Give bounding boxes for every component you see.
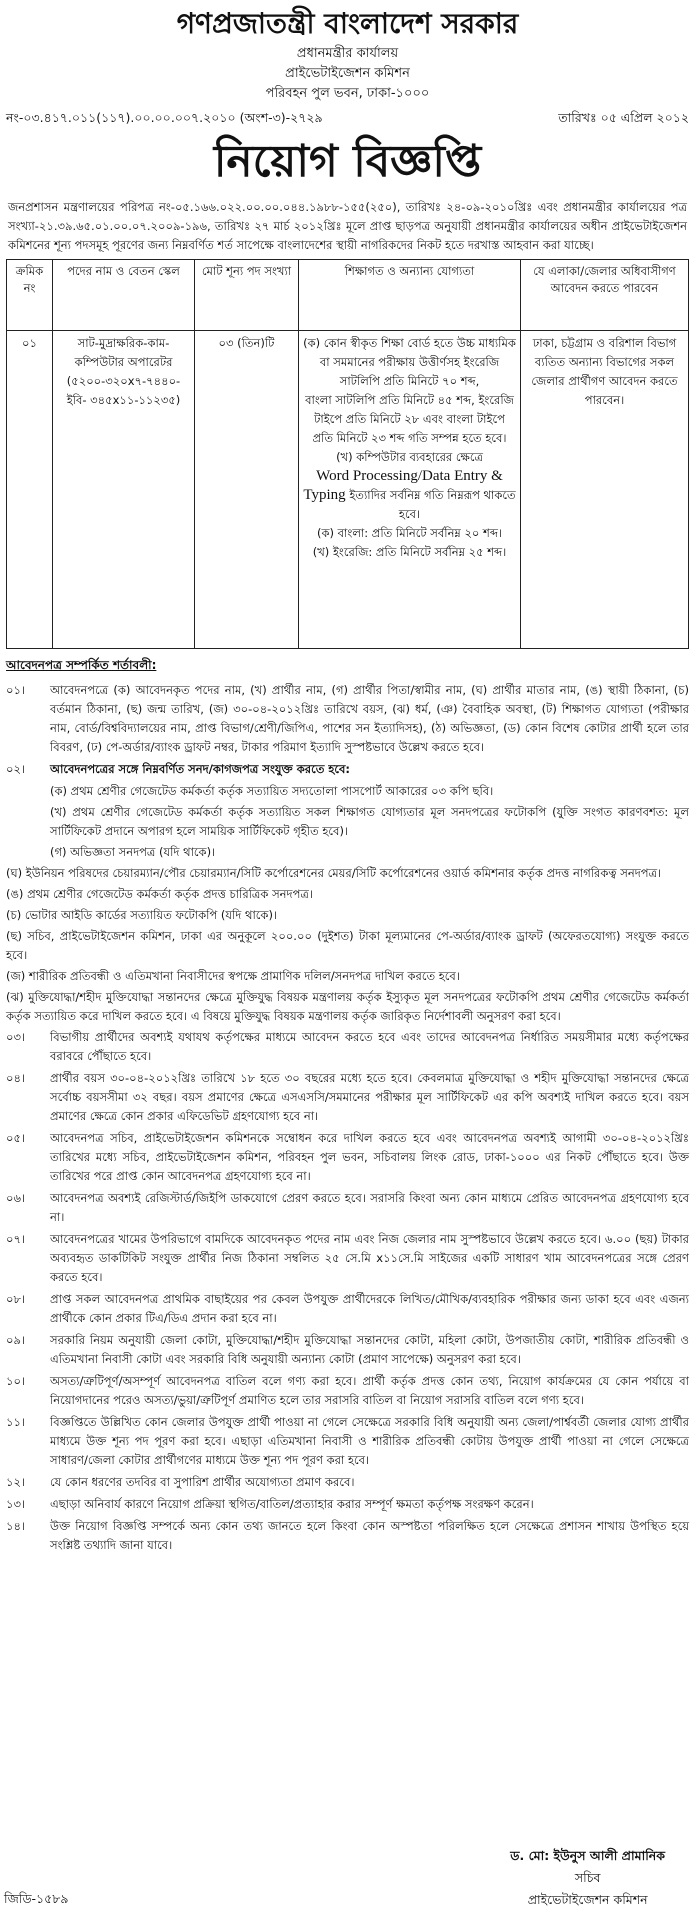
term-number: ১২। [6, 1475, 26, 1489]
term-text: বিভাগীয় প্রার্থীদের অবশ্যই যথাযথ কর্তৃপক্ষের মাধ্যমে আবেদন করতে হবে এবং তাদের আবেদনপত্র নির্ধারিত সময়সীমার মধ্যে কর্তৃপক্ষের বরাবরে পৌঁছাতে হবে। [50, 1030, 689, 1063]
term-text: উক্ত নিয়োগ বিজ্ঞপ্তি সম্পর্কে অন্য কোন তথ্য জানতে হলে কিংবা কোন অস্পষ্টতা পরিলক্ষিত হলে সেক্ষেত্রে প্রশাসন শাখায় উপস্থিত হয়ে সংশ্লিষ্ট তথ্যাদি জানা যাবে। [50, 1519, 689, 1552]
term-text: প্রার্থীর বয়স ৩০-০৪-২০১২খ্রিঃ তারিখে ১৮ হতে ৩০ বছরের মধ্যে হতে হবে। কেবলমাত্র মুক্তিযোদ্ধা ও শহীদ মুক্তিযোদ্ধা সন্তানদের ক্ষেত্রে সর্বোচ্চ বয়সসীমা ৩২ বছর। বয়স প্রমাণের ক্ষেত্রে এসএসসি/সমমানের পরীক্ষার মূল সার্টিফিকেট এর কপি অবশ্যই দাখিল করতে হবে। বয়স প্রমাণের ক্ষেত্রে কোন প্রকার এফিডেভিট গ্রহণযোগ্য হবে না। [50, 1071, 689, 1123]
term-item [6, 1069, 689, 1126]
reference-number: নং-০৩.৪১৭.০১১(১১৭).০০.০০.০০৭.২০১০ (অংশ-৩)-২৭২৯ [6, 110, 323, 125]
qualification-line: বাংলা সাটলিপি প্রতি মিনিটে ৪৫ শব্দ, ইংরেজি টাইপে প্রতি মিনিটে ২৮ এবং বাংলা টাইপে প্রতি মিনিটে ২৩ শব্দ গতি সম্পন্ন হতে হবে। [305, 393, 514, 445]
term-subitem: (গ) অভিজ্ঞতা সনদপত্র (যদি থাকে)। [50, 845, 216, 859]
qualification-line: (খ) কম্পিউটার ব্যবহারের ক্ষেত্রে [336, 450, 483, 464]
term-text: আবেদনপত্র সচিব, প্রাইভেটাইজেশন কমিশনকে সম্বোধন করে দাখিল করতে হবে এবং আবেদনপত্র অবশ্যই আগামী ৩০-০৪-২০১২খ্রিঃ তারিখের মধ্যে সচিব, প্রাইভেটাইজেশন কমিশন, পরিবহন পুল ভবন, সচিবালয় লিংক রোড, ঢাকা-১০০০ এর নিকট পৌঁছাতে হবে। উক্ত তারিখের পরে প্রাপ্ত কোন আবেদনপত্র গ্রহণযোগ্য হবে না। [50, 1131, 689, 1183]
term-number: ০৫। [6, 1131, 26, 1145]
term-number: ০৬। [6, 1191, 26, 1205]
cell-area: ঢাকা, চট্টগ্রাম ও বরিশাল বিভাগ ব্যতিত অন্যান্য বিভাগের সকল জেলার প্রার্থীগণ আবেদন করতে পারবেন। [521, 331, 689, 649]
signatory-office: প্রাইভেটাইজেশন কমিশন [527, 1892, 648, 1907]
term-number: ০৮। [6, 1292, 26, 1306]
commission-name: প্রাইভেটাইজেশন কমিশন [285, 66, 410, 81]
term-subitem: (ঙ) প্রথম শ্রেণীর গেজেটেড কর্মকর্তা কর্তৃক প্রদত্ত চারিত্রিক সনদপত্র। [6, 887, 313, 901]
term-item [6, 1473, 689, 1492]
term-item [6, 1189, 689, 1227]
term-subitem: (জ) শারীরিক প্রতিবন্ধী ও এতিমখানা নিবাসীদের স্বপক্ষে প্রামাণিক দলিল/সনদপত্র দাখিল করতে হবে। [6, 969, 460, 983]
qualification-line: (ক) বাংলা: প্রতি মিনিটে সর্বনিম্ন ২০ শব্দ। [316, 526, 503, 540]
term-text: বিজ্ঞপ্তিতে উল্লিখিত কোন জেলার উপযুক্ত প্রার্থী পাওয়া না গেলে সেক্ষেত্রে সরকারি বিধি অনুযায়ী অন্য জেলা/পার্শ্ববর্তী জেলার যোগ্য প্রার্থীর মাধ্যমে উক্ত শূন্য পদ পূরণ করা হবে। এছাড়া এতিমখানা নিবাসী ও শারীরিক প্রতিবন্ধী কোটায় উপযুক্ত প্রার্থী পাওয়া না গেলে সেক্ষেত্রে সাধারণ/জেলা কোটার প্রার্থীগণের মাধ্যমে উক্ত শূন্য পদ পূরণ করা হবে। [50, 1415, 689, 1467]
term-subitem: (ছ) সচিব, প্রাইভেটাইজেশন কমিশন, ঢাকা এর অনুকূলে ২০০.০০ (দুইশত) টাকা মূল্যমানের পে-অর্ডার/ব্যাংক ড্রাফট (অফেরতযোগ্য) সংযুক্ত করতে হবে। [6, 929, 689, 962]
term-number: ০২। [6, 762, 26, 776]
date: তারিখঃ ০৫ এপ্রিল ২০১২ [558, 110, 689, 125]
term-item [6, 1230, 689, 1287]
term-item [6, 1129, 689, 1186]
reference-row [6, 108, 689, 128]
signature-block [510, 1845, 665, 1911]
cell-vacancy: ০৩ (তিন)টি [195, 331, 299, 649]
cell-post: সাট-মুদ্রাক্ষরিক-কাম-কম্পিউটার অপারেটর (৫২০০-৩২০x৭-৭৪৪০- ইবি- ৩৪৫x১১-১১২৩৫) [53, 331, 195, 649]
office-name: প্রধানমন্ত্রীর কার্যালয় [296, 46, 399, 61]
term-number: ০৯। [6, 1333, 26, 1347]
qualification-tail: ইত্যাদির সর্বনিম্ন গতি নিম্নরূপ থাকতে হবে। [349, 488, 516, 521]
qualification-line: (খ) ইংরেজি: প্রতি মিনিটে সর্বনিম্ন ২৫ শব্দ। [312, 545, 507, 559]
term-text: আবেদনপত্রের খামের উপরিভাগে বামদিকে আবেদনকৃত পদের নাম এবং নিজ জেলার নাম সুস্পষ্টভাবে উল্লেখ করতে হবে। ৬.০০ (ছয়) টাকার অব্যবহৃত ডাকটিকিট সংযুক্ত প্রার্থীর নিজ ঠিকানা সম্বলিত ২৫ সে.মি x১১সে.মি সাইজের একটি সাধারণ খাম আবেদনপত্রের সঙ্গে প্রেরণ করতে হবে। [50, 1232, 689, 1284]
header-serial: ক্রমিক নং [7, 260, 53, 331]
cell-serial: ০১ [7, 331, 53, 649]
term-number: ১০। [6, 1374, 26, 1388]
term-text: আবেদনপত্র অবশ্যই রেজিস্টার্ড/জিইপি ডাকযোগে প্রেরণ করতে হবে। সরাসরি কিংবা অন্য কোন মাধ্যমে প্রেরিত আবেদনপত্র গ্রহণযোগ্য হবে না। [50, 1191, 689, 1224]
term-text: যে কোন ধরণের তদবির বা সুপারিশ প্রার্থীর অযোগ্যতা প্রমাণ করবে। [50, 1475, 355, 1489]
header-area: যে এলাকা/জেলার অধিবাসীগণ আবেদন করতে পারবেন [521, 260, 689, 331]
term-number: ০৩। [6, 1030, 26, 1044]
term-text: এছাড়া অনিবার্য কারণে নিয়োগ প্রক্রিয়া স্থগিত/বাতিল/প্রত্যাহার করার সম্পূর্ণ ক্ষমতা কর্তৃপক্ষ সংরক্ষণ করেন। [50, 1497, 534, 1511]
gd-code: জিডি-১৫৮৯ [4, 1891, 69, 1906]
address: পরিবহন পুল ভবন, ঢাকা-১০০০ [265, 86, 430, 101]
term-item [6, 1372, 689, 1410]
term-text: আবেদনপত্রের সঙ্গে নিম্নবর্ণিত সনদ/কাগজপত্র সংযুক্ত করতে হবে: [50, 762, 350, 776]
term-number: ১৩। [6, 1497, 26, 1511]
table-row [7, 331, 689, 649]
term-text: অসত্য/ত্রুটিপূর্ণ/অসম্পূর্ণ আবেদনপত্র বাতিল বলে গণ্য করা হবে। প্রার্থী কর্তৃক প্রদত্ত কোন তথ্য, নিয়োগ কার্যক্রমের যে কোন পর্যায়ে বা নিয়োগদানের পরেও অসত্য/ভুয়া/ত্রুটিপূর্ণ প্রমাণিত হলে তার সরাসরি বাতিল বা নিয়োগ সরাসরি বাতিল বলে গণ্য হবে। [50, 1374, 689, 1407]
term-item [6, 760, 689, 779]
header-post: পদের নাম ও বেতন স্কেল [53, 260, 195, 331]
vacancy-table [6, 259, 689, 649]
term-item [6, 1413, 689, 1470]
term-number: ১১। [6, 1415, 26, 1429]
term-item [6, 1517, 689, 1555]
term-subitem: (চ) ভোটার আইডি কার্ডের সত্যায়িত ফটোকপি (যদি থাকে)। [6, 908, 278, 922]
header-vacancy: মোট শূন্য পদ সংখ্যা [195, 260, 299, 331]
term-subitem: (খ) প্রথম শ্রেণীর গেজেটেড কর্মকর্তা কর্তৃক সত্যায়িত সকল শিক্ষাগত যোগ্যতার মূল সনদপত্রের ফটোকপি (যুক্তি সংগত কারণবশত: মূল সার্টিফিকেট প্রদানে অপারগ হলে সাময়িক সার্টিফিকেট গৃহীত হবে)। [50, 805, 689, 838]
term-number: ০৭। [6, 1232, 26, 1246]
notice-title: নিয়োগ বিজ্ঞপ্তি [213, 136, 482, 187]
term-item [6, 1495, 689, 1514]
term-text: প্রাপ্ত সকল আবেদনপত্র প্রাথমিক বাছাইয়ের পর কেবল উপযুক্ত প্রার্থীদেরকে লিখিত/মৌখিক/ব্যবহারিক পরীক্ষার জন্য ডাকা হবে এবং এজন্য প্রার্থীকে কোন প্রকার টিএ/ডিএ প্রদান করা হবে না। [50, 1292, 689, 1325]
header-qualification: শিক্ষাগত ও অন্যান্য যোগ্যতা [299, 260, 521, 331]
term-number: ০১। [6, 683, 26, 697]
table-header-row [7, 260, 689, 331]
term-subitem: (ঝ) মুক্তিযোদ্ধা/শহীদ মুক্তিযোদ্ধা সন্তানদের ক্ষেত্রে মুক্তিযুদ্ধ বিষয়ক মন্ত্রণালয় কর্তৃক ইস্যুকৃত মূল সনদপত্রের ফটোকপি প্রথম শ্রেণীর গেজেটেড কর্মকর্তা কর্তৃক সত্যায়িত করে দাখিল করতে হবে। এ বিষয়ে মুক্তিযুদ্ধ বিষয়ক মন্ত্রণালয় কর্তৃক জারিকৃত নির্দেশাবলী অনুসরণ করা হবে। [6, 990, 689, 1023]
qualification-line: (ক) কোন স্বীকৃত শিক্ষা বোর্ড হতে উচ্চ মাধ্যমিক বা সমমানের পরীক্ষায় উত্তীর্ণসহ ইংরেজি সাটলিপি প্রতি মিনিটে ৭০ শব্দ, [303, 336, 516, 388]
term-subitem: (ক) প্রথম শ্রেণীর গেজেটেড কর্মকর্তা কর্তৃক সত্যায়িত সদ্যতোলা পাসপোর্ট আকারের ০৩ কপি ছবি। [50, 784, 494, 798]
cell-qualification [299, 331, 521, 649]
term-item [6, 1028, 689, 1066]
government-title: গণপ্রজাতন্ত্রী বাংলাদেশ সরকার [176, 7, 519, 40]
qualification-english: Word Processing/Data Entry & Typing [303, 468, 503, 503]
term-item [6, 1290, 689, 1328]
signatory-designation: সচিব [574, 1870, 601, 1885]
term-text: সরকারি নিয়ম অনুযায়ী জেলা কোটা, মুক্তিযোদ্ধা/শহীদ মুক্তিযোদ্ধা সন্তানদের কোটা, মহিলা কোটা, উপজাতীয় কোটা, শারীরিক প্রতিবন্ধী ও এতিমখানা নিবাসী কোটা এবং সরকারি বিধি অনুযায়ী অন্যান্য কোটা (প্রমাণ সাপেক্ষে) অনুসরণ করা হবে। [50, 1333, 689, 1366]
intro-paragraph: জনপ্রশাসন মন্ত্রণালয়ের পরিপত্র নং-০৫.১৬৬.০২২.০০.০০.০৪৪.১৯৮৮-১৫৫(২৫০), তারিখঃ ২৪-০৯-২০১০খ্রিঃ এবং প্রধানমন্ত্রীর কার্যালয়ের পত্র সংখ্যা-২১.৩৯.৬৫.০১.০০.০৭.২০০৯-১৯৬, তারিখঃ ২৭ মার্চ ২০১২খ্রিঃ মূলে প্রাপ্ত ছাড়পত্র অনুযায়ী প্রধানমন্ত্রীর কার্যালয়ের অধীন প্রাইভেটাইজেশন কমিশনের শূন্য পদসমূহ পূরণের জন্য নিম্নবর্ণিত শর্ত সাপেক্ষে বাংলাদেশের স্থায়ী নাগরিকদের নিকট হতে দরখাস্ত আহবান করা যাচ্ছে। [8, 200, 687, 252]
term-item [6, 681, 689, 757]
term-text: আবেদনপত্রে (ক) আবেদনকৃত পদের নাম, (খ) প্রার্থীর নাম, (গ) প্রার্থীর পিতা/স্বামীর নাম, (ঘ) প্রার্থীর মাতার নাম, (ঙ) স্থায়ী ঠিকানা, (চ) বর্তমান ঠিকানা, (ছ) জন্ম তারিখ, (জ) ৩০-০৪-২০১২খ্রিঃ তারিখে বয়স, (ঝ) ধর্ম, (ঞ) বৈবাহিক অবস্থা, (ট) শিক্ষাগত যোগ্যতা (পরীক্ষার নাম, বোর্ড/বিশ্ববিদ্যালয়ের নাম, প্রাপ্ত বিভাগ/শ্রেণী/জিপিএ, পাশের সন ইত্যাদিসহ), (ঠ) অভিজ্ঞতা, (ড) কোন বিশেষ কোটার প্রার্থী হলে তার বিবরণ, (ঢ) পে-অর্ডার/ব্যাংক ড্রাফট নম্বর, টাকার পরিমাণ ইত্যাদি সুস্পষ্টভাবে উল্লেখ করতে হবে। [50, 683, 689, 754]
terms-heading: আবেদনপত্র সম্পর্কিত শর্তাবলী: [6, 658, 157, 672]
term-number: ১৪। [6, 1519, 26, 1533]
term-subitem: (ঘ) ইউনিয়ন পরিষদের চেয়ারম্যান/পৌর চেয়ারম্যান/সিটি কর্পোরেশনের মেয়র/সিটি কর্পোরেশনের ওয়ার্ড কমিশনার কর্তৃক প্রদত্ত নাগরিকত্ব সনদপত্র। [6, 866, 662, 880]
signatory-name: ড. মো: ইউনুস আলী প্রামানিক [510, 1848, 665, 1863]
term-number: ০৪। [6, 1071, 26, 1085]
term-item [6, 1331, 689, 1369]
